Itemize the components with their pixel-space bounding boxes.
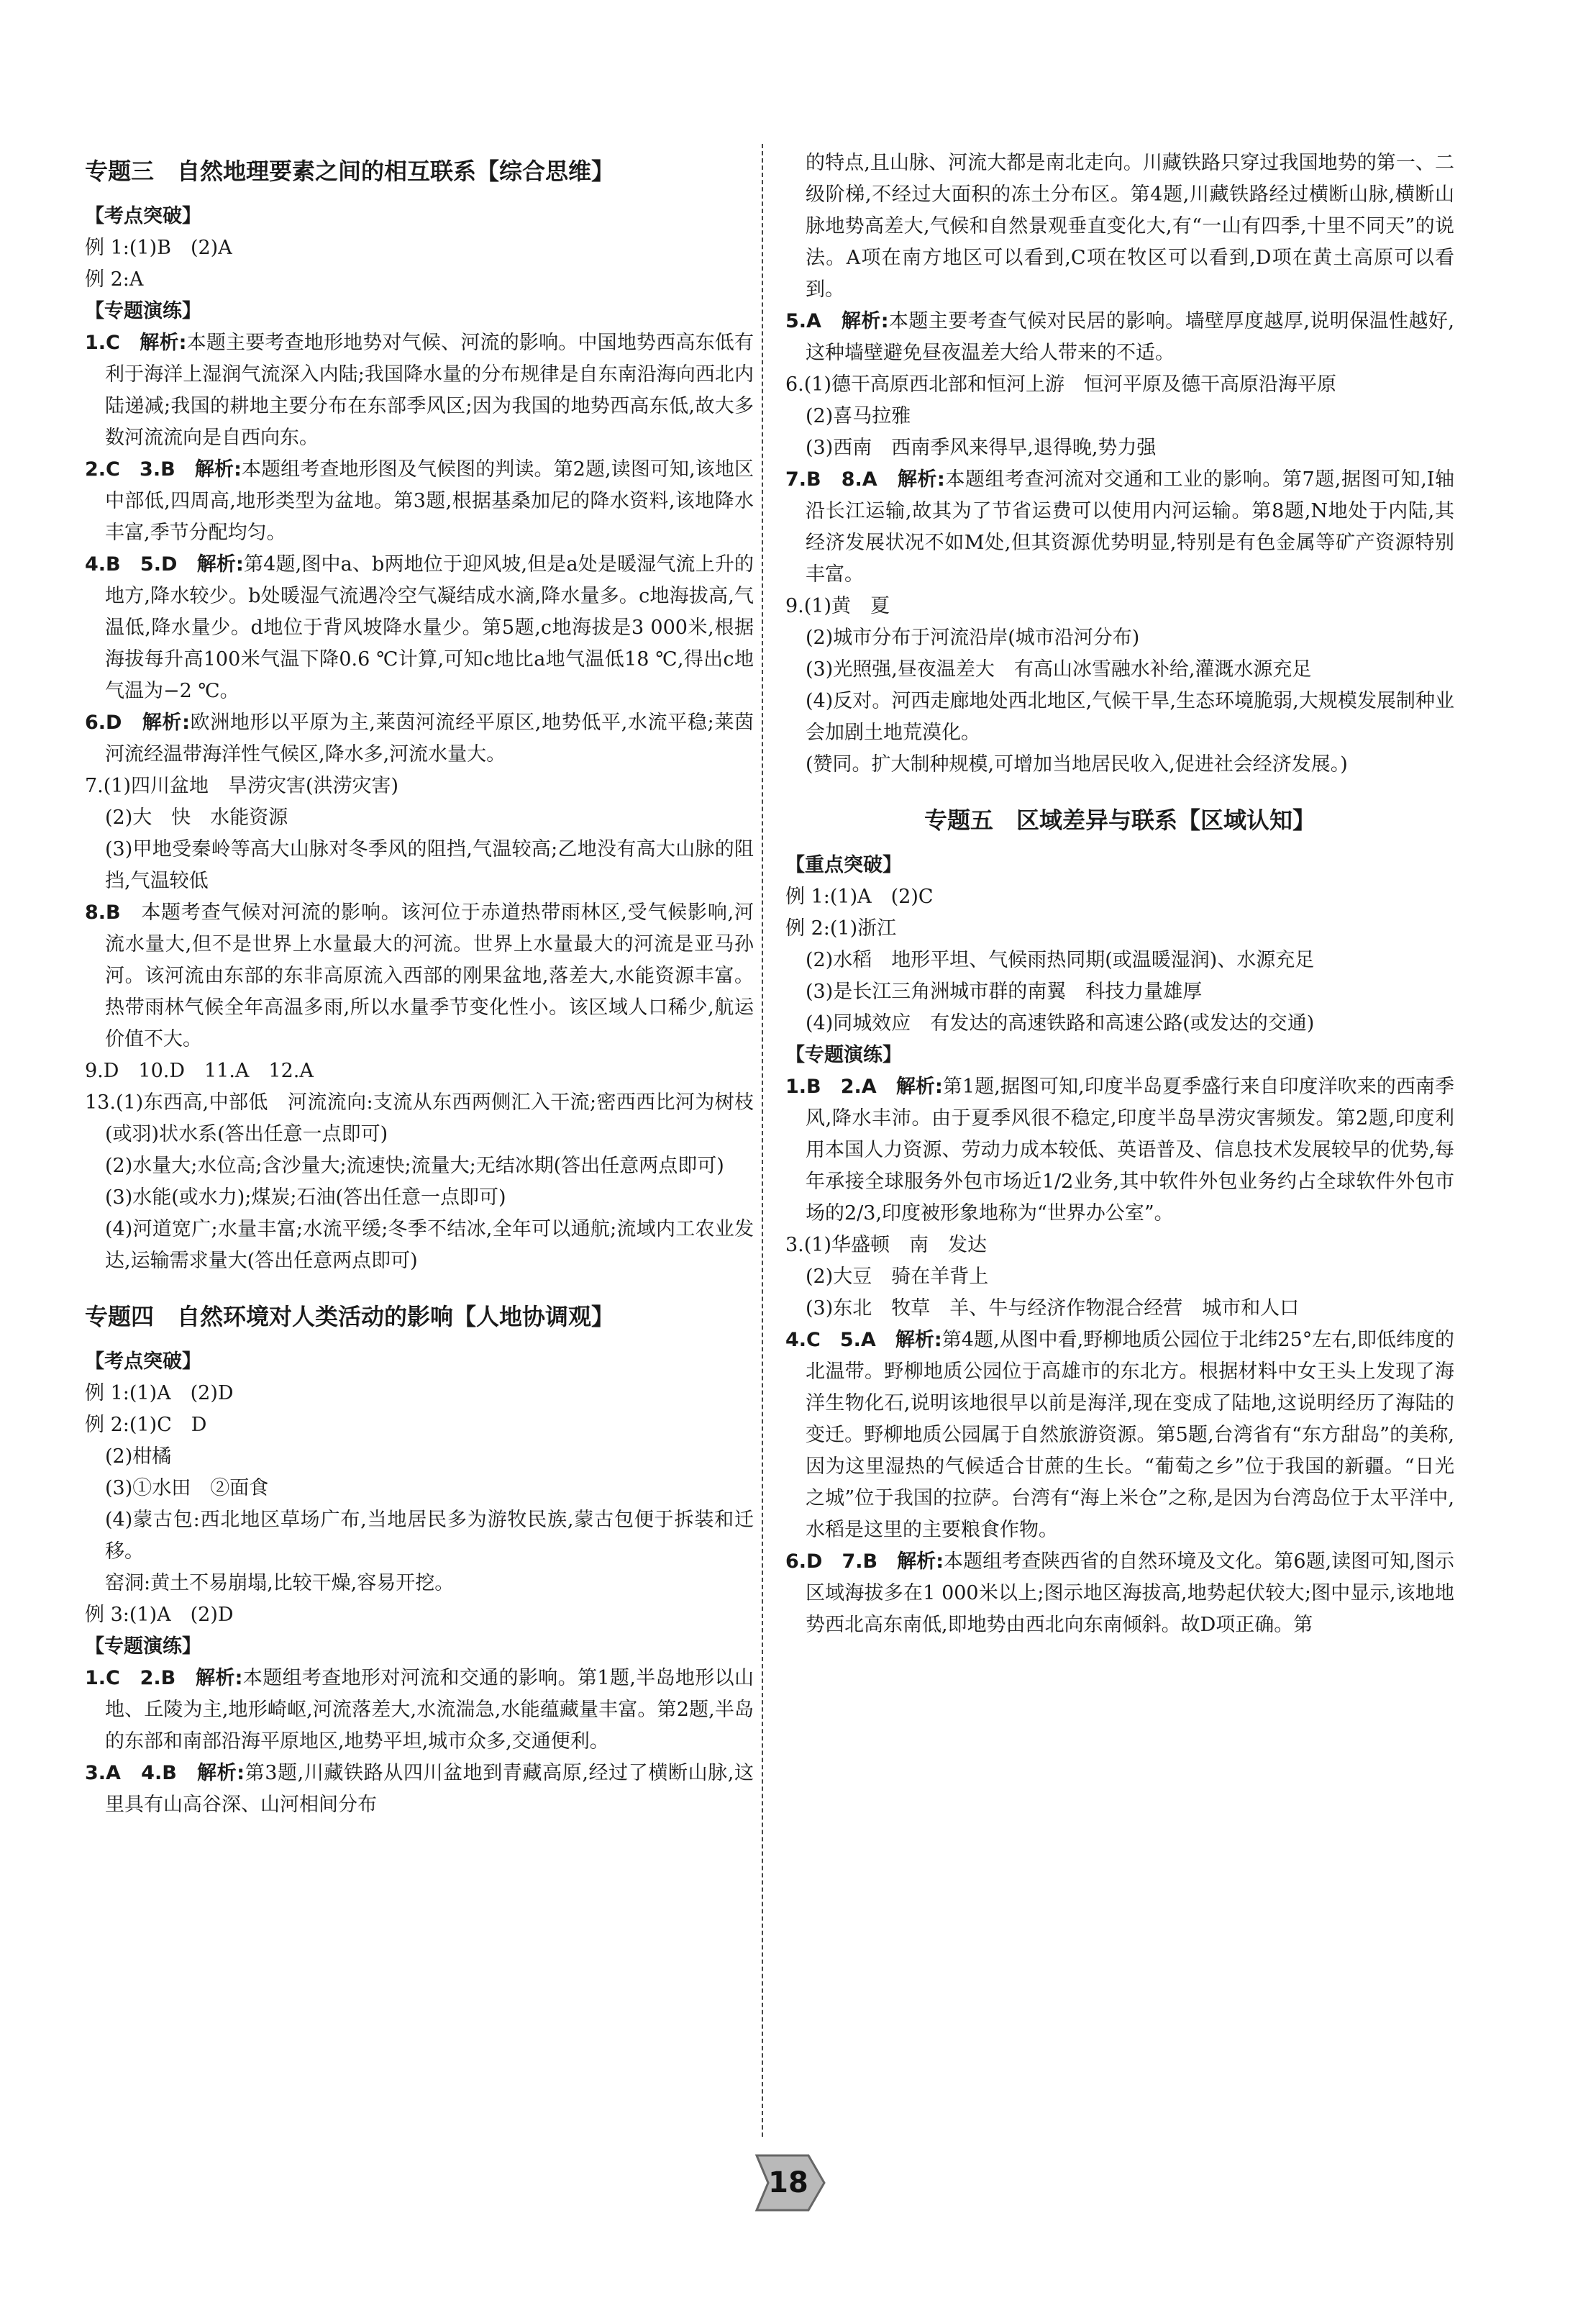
answer-item: 6.(1)德干高原西北部和恒河上游 恒河平原及德干高原沿海平原 xyxy=(785,373,1337,396)
page-number-badge xyxy=(749,2150,827,2216)
answer-item: (4)蒙古包:西北地区草场广布,当地居民多为游牧民族,蒙古包便于拆装和迁移。 xyxy=(105,1509,754,1563)
answer-item: 5.A 解析:本题主要考查气候对民居的影响。墙壁厚度越厚,说明保温性越好,这种墙壁避免昼夜温差大给人带来的不适。 xyxy=(785,310,1454,364)
practice-label: 【专题演练】 xyxy=(85,1635,201,1658)
answer-item: (4)河道宽广;水量丰富;水流平缓;冬季不结冰,全年可以通航;流域内工农业发达,运输需求量大(答出任意两点即可) xyxy=(105,1218,754,1272)
answer-item: 9.(1)黄 夏 xyxy=(785,595,890,617)
answer-item: (赞同。扩大制种规模,可增加当地居民收入,促进社会经济发展。) xyxy=(806,753,1348,776)
answer-item: (2)水量大;水位高;含沙量大;流速快;流量大;无结冰期(答出任意两点即可) xyxy=(105,1155,724,1177)
key-points-label: 【考点突破】 xyxy=(85,1350,201,1373)
key-points-label: 【考点突破】 xyxy=(85,205,201,227)
answer-item: (2)水稻 地形平坦、气候雨热同期(或温暖湿润)、水源充足 xyxy=(806,949,1315,971)
answer-item: 窑洞:黄土不易崩塌,比较干燥,容易开挖。 xyxy=(105,1572,455,1594)
answer-item: (2)大豆 骑在羊背上 xyxy=(806,1266,989,1288)
answer-item: (3)是长江三角洲城市群的南翼 科技力量雄厚 xyxy=(806,981,1203,1003)
section-5-title: 专题五 区域差异与联系【区域认知】 xyxy=(924,807,1315,834)
section-4-title: 专题四 自然环境对人类活动的影响【人地协调观】 xyxy=(85,1303,615,1330)
answer-item: (3)水能(或水力);煤炭;石油(答出任意一点即可) xyxy=(105,1186,506,1209)
answer-item: 13.(1)东西高,中部低 河流流向:支流从东西两侧汇入干流;密西西比河为树枝(或羽)状水系(答出任意一点即可) xyxy=(85,1091,754,1145)
answer-item: (2)大 快 水能资源 xyxy=(105,807,288,829)
practice-label: 【专题演练】 xyxy=(785,1044,902,1066)
example-1: 例 1:(1)A (2)C xyxy=(785,886,934,908)
answer-item: (4)反对。河西走廊地处西北地区,气候干旱,生态环境脆弱,大规模发展制种业会加剧土地荒漠化。 xyxy=(806,690,1454,744)
answer-item: 2.C 3.B 解析:本题组考查地形图及气候图的判读。第2题,读图可知,该地区中部低,四周高,地形类型为盆地。第3题,根据基桑加尼的降水资料,该地降水丰富,季节分配均匀。 xyxy=(85,458,754,544)
answer-item: 3.A 4.B 解析:第3题,川藏铁路从四川盆地到青藏高原,经过了横断山脉,这里具有山高谷深、山河相间分布 xyxy=(85,1762,754,1816)
answer-item: (2)柑橘 xyxy=(105,1445,172,1468)
example-1: 例 1:(1)A (2)D xyxy=(85,1382,234,1404)
answer-item: 6.D 解析:欧洲地形以平原为主,莱茵河流经平原区,地势低平,水流平稳;莱茵河流经温带海洋性气候区,降水多,河流水量大。 xyxy=(85,712,754,765)
answer-item: 7.B 8.A 解析:本题组考查河流对交通和工业的影响。第7题,据图可知,I轴沿长江运输,故其为了节省运费可以使用内河运输。第8题,N地处于内陆,其经济发展状况不如M处,但其资源优势明显,特别是有色金属等矿产资源特别丰富。 xyxy=(785,468,1455,586)
answer-continuation: 的特点,且山脉、河流大都是南北走向。川藏铁路只穿过我国地势的第一、二级阶梯,不经过大面积的冻土分布区。第4题,川藏铁路经过横断山脉,横断山脉地势高差大,气候和自然景观垂直变化大,有“一山有四季,十里不同天”的说法。A项在南方地区可以看到,C项在牧区可以看到,D项在黄土高原可以看到。 xyxy=(806,152,1454,301)
answer-item: 1.C 2.B 解析:本题组考查地形对河流和交通的影响。第1题,半岛地形以山地、丘陵为主,地形崎岖,河流落差大,水流湍急,水能蕴藏量丰富。第2题,半岛的东部和南部沿海平原地区,地势平坦,城市众多,交通便利。 xyxy=(85,1667,754,1753)
answer-item: 4.C 5.A 解析:第4题,从图中看,野柳地质公园位于北纬25°左右,即低纬度的北温带。野柳地质公园位于高雄市的东北方。根据材料中女王头上发现了海洋生物化石,说明该地很早以前是海洋,现在变成了陆地,这说明经历了海陆的变迁。野柳地质公园属于自然旅游资源。第5题,台湾省有“东方甜岛”的美称,因为这里湿热的气候适合甘蔗的生长。“葡萄之乡”位于我国的新疆。“日光之城”位于我国的拉萨。台湾有“海上米仓”之称,是因为台湾岛位于太平洋中,水稻是这里的主要粮食作物。 xyxy=(785,1329,1455,1541)
answer-item: (3)光照强,昼夜温差大 有高山冰雪融水补给,灌溉水源充足 xyxy=(806,658,1312,681)
answer-item: 6.D 7.B 解析:本题组考查陕西省的自然环境及文化。第6题,读图可知,图示区域海拔多在1 000米以上;图示地区海拔高,地势起伏较大;图中显示,该地地势西北高东南低,即地势由西北向东南倾斜。故D项正确。第 xyxy=(785,1550,1454,1636)
answer-item: 1.C 解析:本题主要考查地形地势对气候、河流的影响。中国地势西高东低有利于海洋上湿润气流深入内陆;我国降水量的分布规律是自东南沿海向西北内陆递减;我国的耕地主要分布在东部季风区;因为我国的地势西高东低,故大多数河流流向是自西向东。 xyxy=(85,332,754,449)
answer-item: (3)西南 西南季风来得早,退得晚,势力强 xyxy=(806,437,1157,459)
answer-item: (3)甲地受秦岭等高大山脉对冬季风的阻挡,气温较高;乙地没有高大山脉的阻挡,气温较低 xyxy=(105,838,754,892)
column-divider xyxy=(762,144,763,2137)
example-2: 例 2:A xyxy=(85,268,144,291)
answer-item: 7.(1)四川盆地 旱涝灾害(洪涝灾害) xyxy=(85,775,399,797)
example-1: 例 1:(1)B (2)A xyxy=(85,237,232,259)
left-column xyxy=(85,147,754,1821)
answer-item: (3)①水田 ②面食 xyxy=(105,1477,269,1499)
example-3: 例 3:(1)A (2)D xyxy=(85,1604,234,1626)
answer-item: 9.D 10.D 11.A 12.A xyxy=(85,1060,314,1082)
answer-item: 8.B 本题考查气候对河流的影响。该河位于赤道热带雨林区,受气候影响,河流水量大,但不是世界上水量最大的河流。世界上水量最大的河流是亚马孙河。该河流由东部的东非高原流入西部的刚果盆地,落差大,水能资源丰富。热带雨林气候全年高温多雨,所以水量季节变化性小。该区域人口稀少,航运价值不大。 xyxy=(85,901,754,1050)
key-points-label: 【重点突破】 xyxy=(785,854,902,876)
example-2: 例 2:(1)浙江 xyxy=(785,917,897,940)
answer-item: (3)东北 牧草 羊、牛与经济作物混合经营 城市和人口 xyxy=(806,1297,1300,1319)
answer-item: (2)喜马拉雅 xyxy=(806,405,911,427)
answer-item: 3.(1)华盛顿 南 发达 xyxy=(785,1234,988,1256)
answer-item: 4.B 5.D 解析:第4题,图中a、b两地位于迎风坡,但是a处是暖湿气流上升的地方,降水较少。b处暖湿气流遇冷空气凝结成水滴,降水量多。c地海拔高,气温低,降水量少。d地位于背风坡降水量少。第5题,c地海拔是3 000米,根据海拔每升高100米气温下降0.6 ℃计算,可知c地比a地气温低18 ℃,得出c地气温为−2 ℃。 xyxy=(85,553,754,702)
example-2: 例 2:(1)C D xyxy=(85,1414,207,1436)
right-column xyxy=(785,147,1454,1641)
answer-item: 1.B 2.A 解析:第1题,据图可知,印度半岛夏季盛行来自印度洋吹来的西南季风,降水丰沛。由于夏季风很不稳定,印度半岛旱涝灾害频发。第2题,印度利用本国人力资源、劳动力成本较低、英语普及、信息技术发展较早的优势,每年承接全球服务外包市场近1/2业务,其中软件外包业务约占全球软件外包市场的2/3,印度被形象地称为“世界办公室”。 xyxy=(785,1076,1455,1225)
section-3-title: 专题三 自然地理要素之间的相互联系【综合思维】 xyxy=(85,158,615,185)
answer-item: (2)城市分布于河流沿岸(城市沿河分布) xyxy=(806,627,1140,649)
page-number: 18 xyxy=(768,2166,808,2199)
answer-item: (4)同城效应 有发达的高速铁路和高速公路(或发达的交通) xyxy=(806,1012,1315,1035)
practice-label: 【专题演练】 xyxy=(85,300,201,322)
